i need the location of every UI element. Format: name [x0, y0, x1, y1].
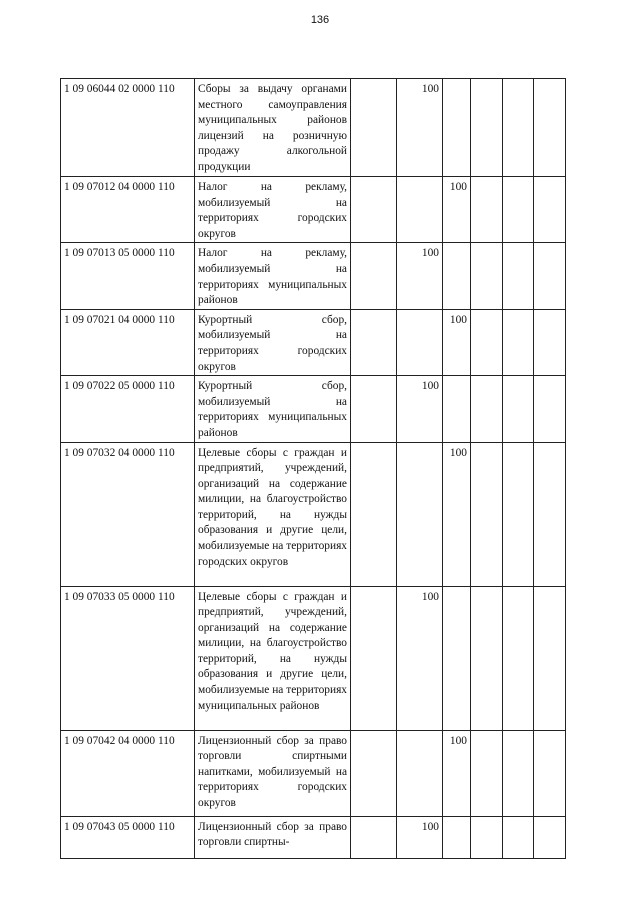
value-cell	[397, 442, 443, 586]
revenue-code: 1 09 07042 04 0000 110	[61, 730, 195, 816]
table-row	[61, 586, 566, 730]
value-cell	[471, 730, 503, 816]
value-cell	[351, 586, 397, 730]
revenue-name: Налог на рекламу, мобилизуемый на территориях муниципальных районов	[195, 243, 351, 309]
value-cell	[351, 376, 397, 442]
value-cell	[351, 442, 397, 586]
value-cell	[471, 816, 503, 858]
value-cell	[351, 243, 397, 309]
revenue-code: 1 09 07033 05 0000 110	[61, 586, 195, 730]
value-cell: 100	[397, 376, 443, 442]
table-row	[61, 376, 566, 442]
value-cell	[534, 730, 566, 816]
revenue-name: Лицензионный сбор за право торговли спиртными напитками, мобилизуемый на территориях городских округов	[195, 730, 351, 816]
value-cell	[397, 730, 443, 816]
value-cell	[503, 177, 534, 243]
value-cell	[534, 79, 566, 177]
value-cell	[534, 177, 566, 243]
value-cell	[351, 816, 397, 858]
value-cell	[534, 586, 566, 730]
value-cell: 100	[443, 177, 471, 243]
value-cell: 100	[443, 442, 471, 586]
revenue-code: 1 09 06044 02 0000 110	[61, 79, 195, 177]
value-cell	[471, 79, 503, 177]
table-row	[61, 243, 566, 309]
table-row	[61, 816, 566, 858]
value-cell	[534, 816, 566, 858]
value-cell: 100	[443, 309, 471, 375]
revenue-code: 1 09 07021 04 0000 110	[61, 309, 195, 375]
value-cell	[471, 442, 503, 586]
value-cell	[351, 730, 397, 816]
value-cell	[351, 309, 397, 375]
revenue-name: Сборы за выдачу органами местного самоуправления муниципальных районов лицензий на розничную продажу алкогольной продукции	[195, 79, 351, 177]
value-cell	[471, 586, 503, 730]
value-cell	[443, 816, 471, 858]
value-cell	[443, 79, 471, 177]
value-cell	[351, 177, 397, 243]
value-cell	[471, 376, 503, 442]
value-cell	[503, 730, 534, 816]
revenue-name: Целевые сборы с граждан и предприятий, учреждений, организаций на содержание милиции, на благоустройство территорий, на нужды образования и другие цели, мобилизуемые на территориях городских округов	[195, 442, 351, 586]
revenue-name: Курортный сбор, мобилизуемый на территориях муниципальных районов	[195, 376, 351, 442]
table-row	[61, 177, 566, 243]
value-cell: 100	[397, 243, 443, 309]
value-cell	[443, 586, 471, 730]
value-cell	[503, 442, 534, 586]
value-cell	[443, 243, 471, 309]
value-cell	[351, 79, 397, 177]
revenue-code: 1 09 07012 04 0000 110	[61, 177, 195, 243]
value-cell	[534, 442, 566, 586]
value-cell	[471, 177, 503, 243]
table-row	[61, 442, 566, 586]
value-cell	[503, 243, 534, 309]
value-cell	[443, 376, 471, 442]
revenue-name: Лицензионный сбор за право торговли спиртны-	[195, 816, 351, 858]
revenue-name: Целевые сборы с граждан и предприятий, учреждений, организаций на содержание милиции, на благоустройство территорий, на нужды образования и другие цели, мобилизуемые на территориях муниципальных районов	[195, 586, 351, 730]
value-cell: 100	[397, 79, 443, 177]
table-row	[61, 309, 566, 375]
value-cell	[397, 177, 443, 243]
value-cell	[503, 586, 534, 730]
value-cell	[503, 309, 534, 375]
value-cell: 100	[397, 586, 443, 730]
value-cell: 100	[397, 816, 443, 858]
value-cell	[534, 309, 566, 375]
revenue-code: 1 09 07013 05 0000 110	[61, 243, 195, 309]
table-row	[61, 79, 566, 177]
value-cell	[397, 309, 443, 375]
value-cell	[503, 816, 534, 858]
page-number: 136	[310, 14, 330, 26]
value-cell	[534, 243, 566, 309]
value-cell	[503, 376, 534, 442]
revenue-codes-table	[60, 78, 566, 859]
revenue-code: 1 09 07043 05 0000 110	[61, 816, 195, 858]
revenue-name: Налог на рекламу, мобилизуемый на территориях городских округов	[195, 177, 351, 243]
revenue-code: 1 09 07032 04 0000 110	[61, 442, 195, 586]
value-cell	[534, 376, 566, 442]
value-cell	[471, 309, 503, 375]
revenue-code: 1 09 07022 05 0000 110	[61, 376, 195, 442]
value-cell: 100	[443, 730, 471, 816]
revenue-name: Курортный сбор, мобилизуемый на территориях городских округов	[195, 309, 351, 375]
value-cell	[471, 243, 503, 309]
value-cell	[503, 79, 534, 177]
table-row	[61, 730, 566, 816]
